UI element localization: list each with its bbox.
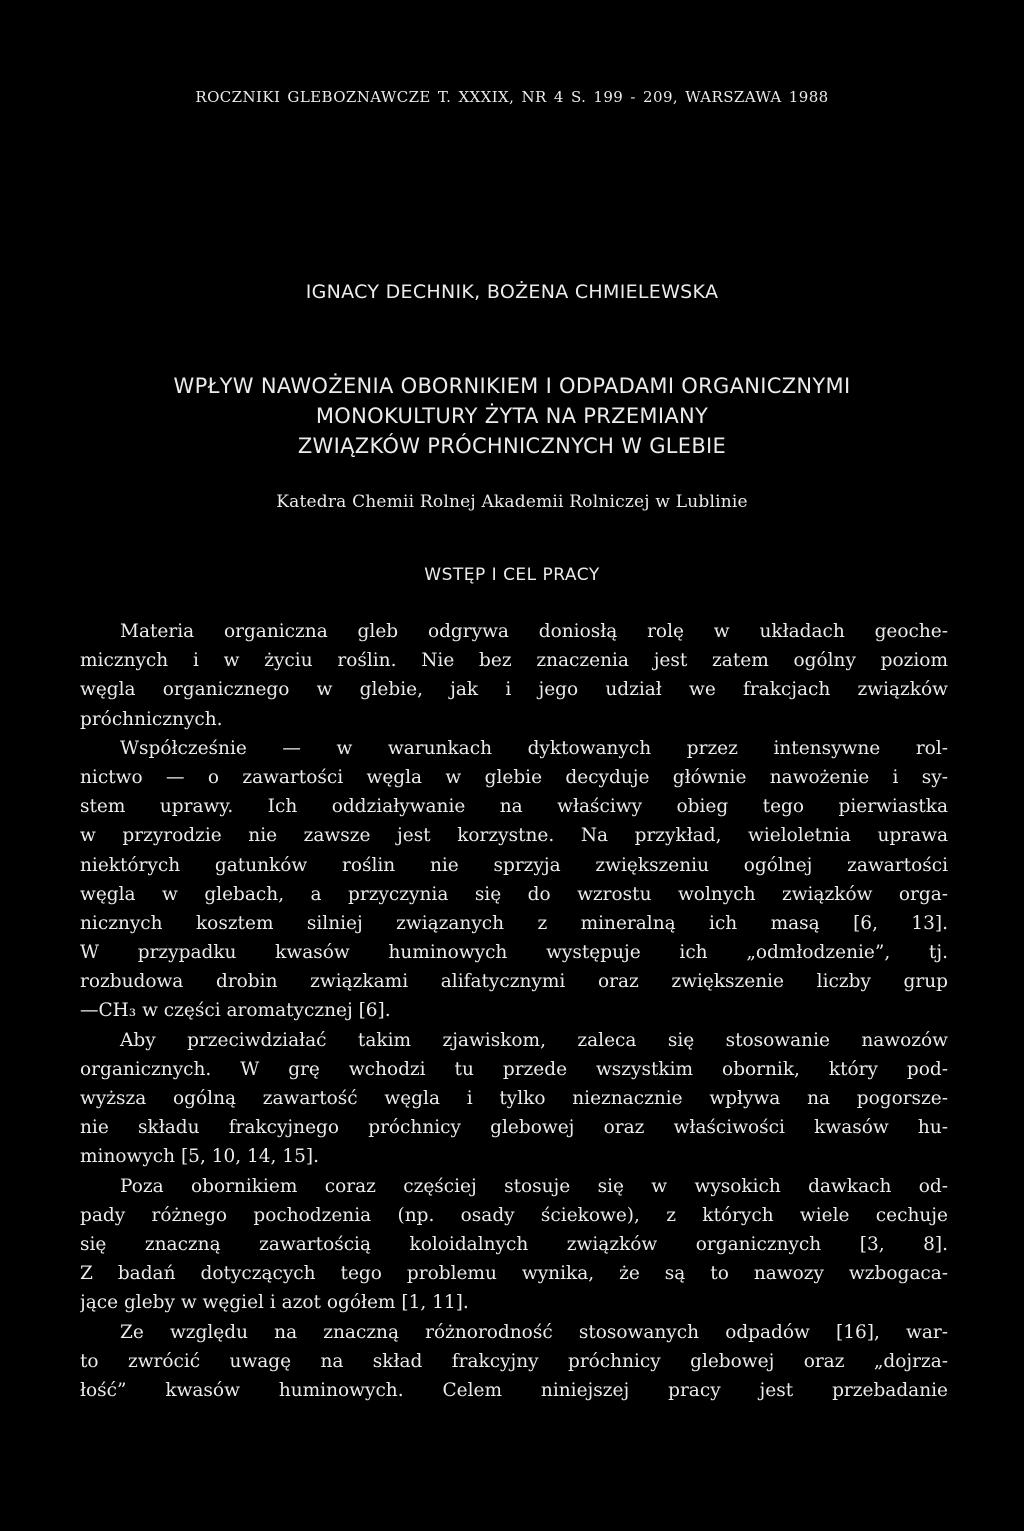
body-line: W przypadku kwasów huminowych występuje ich „odmłodzenie”, tj.	[80, 942, 948, 964]
body-line: minowych [5, 10, 14, 15].	[80, 1146, 319, 1168]
body-line: się znaczną zawartością koloidalnych związków organicznych [3, 8].	[80, 1233, 948, 1255]
body-line: Współcześnie — w warunkach dyktowanych przez intensywne rol-	[120, 737, 948, 759]
body-line: węgla w glebach, a przyczynia się do wzrostu wolnych związków orga-	[80, 883, 948, 905]
body-line: Z badań dotyczących tego problemu wynika, że są to nawozy wzbogaca-	[80, 1263, 948, 1285]
body-line: próchnicznych.	[80, 708, 223, 730]
body-line: nictwo — o zawartości węgla w glebie decyduje głównie nawożenie i sy-	[80, 766, 948, 788]
body-line: pady różnego pochodzenia (np. osady ściekowe), z których wiele cechuje	[80, 1204, 948, 1226]
journal-header: ROCZNIKI GLEBOZNAWCZE T. XXXIX, NR 4 S. 199 - 209, WARSZAWA 1988	[195, 88, 829, 106]
body-line: —CH₃ w części aromatycznej [6].	[80, 1000, 391, 1022]
body-line: w przyrodzie nie zawsze jest korzystne. Na przykład, wieloletnia uprawa	[80, 825, 948, 847]
article-affiliation: Katedra Chemii Rolnej Akademii Rolniczej w Lublinie	[276, 492, 748, 512]
body-line: wyższa ogólną zawartość węgla i tylko nieznacznie wpływa na pogorsze-	[80, 1088, 948, 1109]
title-line: ZWIĄZKÓW PRÓCHNICZNYCH W GLEBIE	[297, 434, 727, 458]
title-line: WPŁYW NAWOŻENIA OBORNIKIEM I ODPADAMI ORGANICZNYMI	[173, 374, 851, 398]
body-line: micznych i w życiu roślin. Nie bez znaczenia jest zatem ogólny poziom	[80, 650, 948, 672]
article-title	[0, 371, 1024, 461]
body-line: węgla organicznego w glebie, jak i jego udział we frakcjach związków	[80, 679, 948, 701]
body-line: nie składu frakcyjnego próchnicy glebowej oraz właściwości kwasów hu-	[80, 1117, 948, 1139]
body-line: stem uprawy. Ich oddziaływanie na właściwy obieg tego pierwiastka	[80, 796, 948, 818]
body-line: łość” kwasów huminowych. Celem niniejszej pracy jest przebadanie	[80, 1379, 948, 1401]
body-line: Poza obornikiem coraz częściej stosuje się w wysokich dawkach od-	[120, 1175, 948, 1197]
title-line: MONOKULTURY ŻYTA NA PRZEMIANY	[315, 404, 709, 428]
body-line: jące gleby w węgiel i azot ogółem [1, 11].	[80, 1292, 469, 1314]
body-line: niektórych gatunków roślin nie sprzyja zwiększeniu ogólnej zawartości	[80, 854, 948, 876]
body-line: rozbudowa drobin związkami alifatycznymi oraz zwiększenie liczby grup	[80, 971, 948, 993]
section-heading: WSTĘP I CEL PRACY	[424, 565, 600, 585]
body-line: Aby przeciwdziałać takim zjawiskom, zaleca się stosowanie nawozów	[120, 1029, 948, 1051]
body-line: to zwrócić uwagę na skład frakcyjny próchnicy glebowej oraz „dojrza-	[80, 1350, 948, 1372]
body-line: Materia organiczna gleb odgrywa doniosłą rolę w układach geoche-	[120, 621, 948, 642]
body-line: organicznych. W grę wchodzi tu przede wszystkim obornik, który pod-	[80, 1058, 948, 1080]
body-line: nicznych kosztem silniej związanych z mineralną ich masą [6, 13].	[80, 912, 948, 934]
article-body	[80, 617, 948, 1405]
article-authors: IGNACY DECHNIK, BOŻENA CHMIELEWSKA	[305, 281, 719, 303]
body-line: Ze względu na znaczną różnorodność stosowanych odpadów [16], war-	[120, 1321, 948, 1343]
